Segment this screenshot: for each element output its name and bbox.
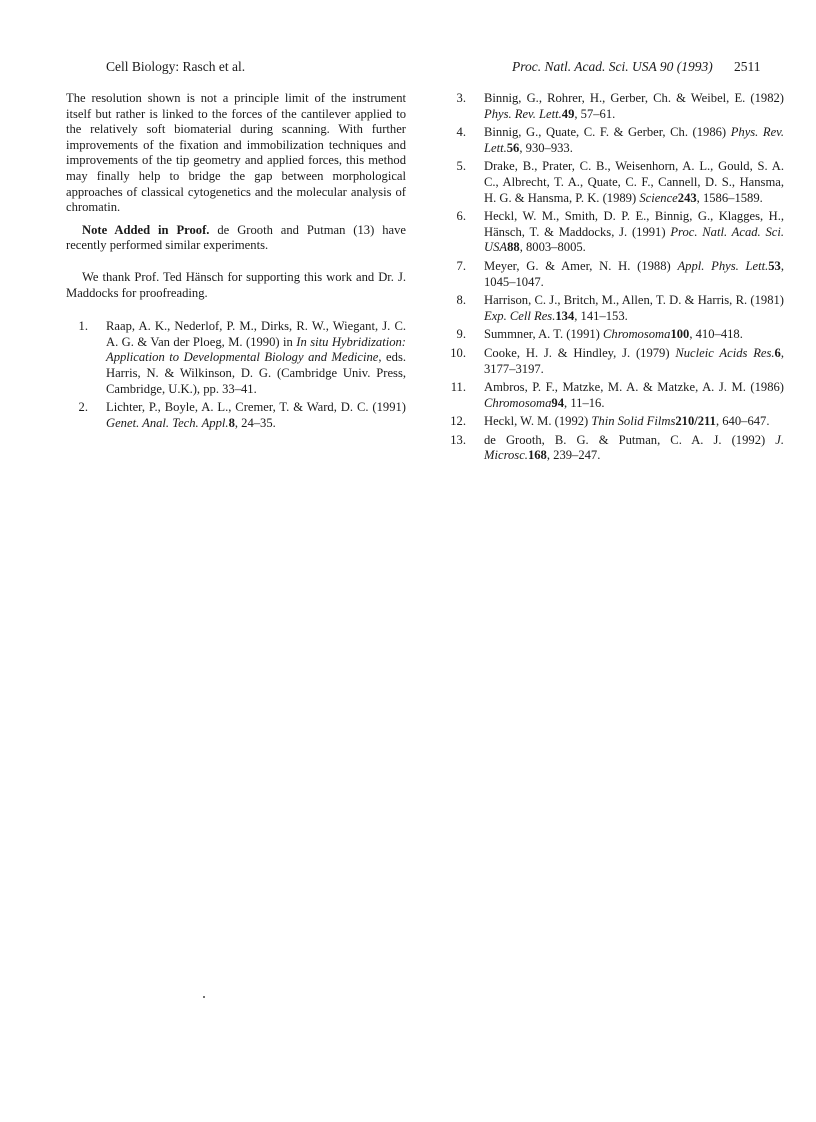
reference-item [444,414,784,430]
reference-source: Nucleic Acids Res. [675,345,775,360]
reference-item [444,380,784,411]
note-added-in-proof [66,223,406,254]
reference-source: Science [639,190,678,205]
acknowledgment: We thank Prof. Ted Hänsch for supporting this work and Dr. J. Maddocks for proofreading. [66,269,406,300]
reference-pages: , 3177–3197. [484,345,784,376]
reference-source: J. Microsc. [484,432,784,463]
reference-number: 6. [456,209,466,224]
reference-authors: Lichter, P., Boyle, A. L., Cremer, T. & Ward, D. C. (1991) [106,400,406,415]
reference-pages: , 1586–1589. [696,190,763,205]
reference-volume: 134 [555,308,575,323]
reference-item [444,159,784,206]
reference-pages: , 57–61. [574,106,616,121]
reference-number: 10. [450,345,466,360]
reference-volume: 56 [506,140,520,155]
reference-number: 4. [456,125,466,140]
reference-source: Appl. Phys. Lett. [677,258,769,273]
reference-source: Proc. Natl. Acad. Sci. USA [484,224,785,255]
reference-number: 1. [78,319,88,334]
running-head-journal: Proc. Natl. Acad. Sci. USA 90 (1993) [512,59,713,74]
reference-authors: Harrison, C. J., Britch, M., Allen, T. D. & Harris, R. (1981) [484,293,784,308]
reference-volume: 88 [507,240,520,255]
reference-source: Chromosoma [603,327,671,342]
reference-number: 12. [450,414,466,429]
reference-pages: , 640–647. [715,414,770,429]
reference-item [444,259,784,290]
reference-pages: , 141–153. [574,308,628,323]
reference-number: 11. [450,380,466,395]
reference-item [444,91,784,122]
reference-item [66,400,406,431]
reference-number: 7. [456,258,466,273]
page-number: 2511 [734,59,761,74]
reference-authors: Heckl, W. M. (1992) [484,414,592,429]
reference-item [66,319,406,397]
reference-number: 8. [456,293,466,308]
note-text: de Grooth and Putman (13) have recently performed similar experiments. [66,222,406,253]
reference-number: 2. [78,400,88,415]
reference-authors: Raap, A. K., Nederlof, P. M., Dirks, R. W., Wiegant, J. C. A. G. & Van der Ploeg, M. (1990) in [106,319,406,349]
body-paragraph: The resolution shown is not a principle limit of the instrument itself but rather is linked to the forces of the cantilever applied to the relatively soft biomaterial during scanning. With further improvements of the fixation and immobilization techniques and improvements of the tip geometry and applied forces, this method may finally help to bridge the gap between morphological approaches of classical cytogenetics and the molecular analysis of chromatin. [66,91,406,215]
reference-volume: 243 [677,190,697,205]
reference-volume: 94 [551,395,565,410]
reference-authors: de Grooth, B. G. & Putman, C. A. J. (1992) [484,432,776,447]
reference-authors: Ambros, P. F., Matzke, M. A. & Matzke, A. J. M. (1986) [484,380,784,395]
reference-authors: Meyer, G. & Amer, N. H. (1988) [484,258,678,273]
reference-volume: 53 [768,258,781,273]
reference-pages: , 1045–1047. [484,258,784,289]
reference-item [444,209,784,256]
reference-source: Phys. Rev. Lett. [484,106,562,121]
reference-volume: 8 [228,415,235,430]
reference-volume: 168 [527,448,547,463]
reference-pages: , 24–35. [234,415,276,430]
reference-volume: 6 [774,345,781,360]
reference-pages: , 239–247. [546,448,601,463]
reference-pages: , 410–418. [689,327,743,342]
reference-pages: , eds. Harris, N. & Wilkinson, D. G. (Cambridge Univ. Press, Cambridge, U.K.), pp. 33–41. [106,350,406,396]
note-label: Note Added in Proof. [82,222,210,237]
reference-source: Phys. Rev. Lett. [484,125,784,155]
reference-authors: Drake, B., Prater, C. B., Weisenhorn, A. L., Gould, S. A. C., Albrecht, T. A., Quate, C. F., Cannell, D. S., Hansma, H. G. & Hansma, P. K. (1989) [484,159,784,205]
reference-source: In situ Hybridization: Application to Developmental Biology and Medicine [106,334,406,365]
running-header [0,59,816,79]
reference-item [444,125,784,156]
reference-authors: Summner, A. T. (1991) [484,327,604,342]
reference-authors: Heckl, W. M., Smith, D. P. E., Binnig, G., Klagges, H., Hänsch, T. & Maddocks, J. (1991) [484,209,784,239]
reference-list-right [444,91,784,467]
reference-volume: 100 [670,327,690,342]
reference-authors: Cooke, H. J. & Hindley, J. (1979) [484,345,676,360]
left-column [66,91,406,434]
reference-number: 5. [456,159,466,174]
reference-number: 9. [456,327,466,342]
reference-authors: Binnig, G., Quate, C. F. & Gerber, Ch. (1986) [484,125,731,140]
reference-item [444,433,784,464]
reference-pages: , 930–933. [519,140,573,155]
reference-item [444,327,784,343]
reference-item [444,346,784,377]
reference-source: Genet. Anal. Tech. Appl. [106,415,229,430]
reference-volume: 210/211 [675,414,716,429]
reference-number: 13. [450,432,466,447]
page-speck [203,996,205,998]
reference-source: Chromosoma [484,395,552,410]
reference-item [444,293,784,324]
running-head-section: Cell Biology: Rasch et al. [106,59,246,74]
reference-source: Exp. Cell Res. [484,308,556,323]
reference-number: 3. [456,91,466,105]
reference-list-left [66,319,406,431]
reference-authors: Binnig, G., Rohrer, H., Gerber, Ch. & Weibel, E. (1982) [484,91,784,105]
reference-volume: 49 [561,106,575,121]
reference-source: Thin Solid Films [591,414,676,429]
reference-pages: , 11–16. [564,395,605,410]
reference-pages: , 8003–8005. [519,240,586,255]
